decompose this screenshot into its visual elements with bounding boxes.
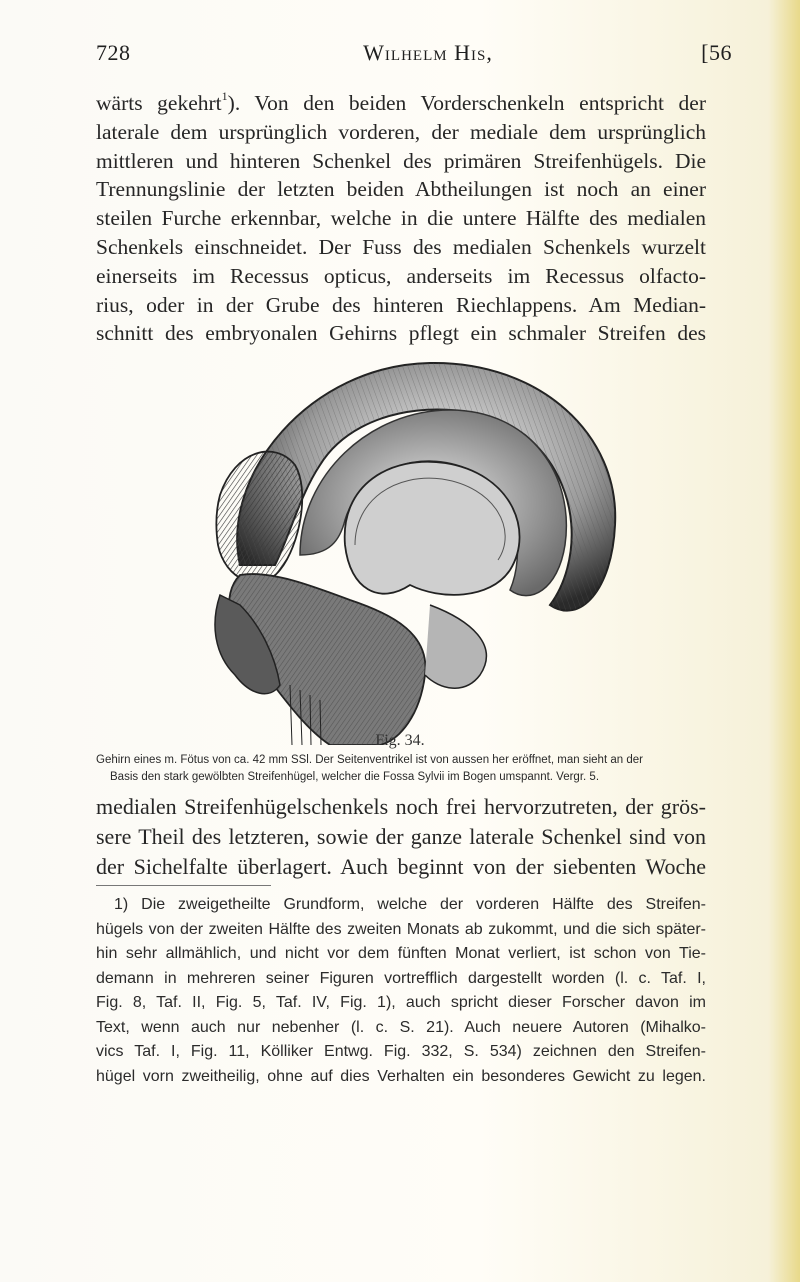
footnote	[96, 893, 706, 1089]
footnote-marker: 1	[221, 89, 228, 103]
brain-engraving-figure	[180, 355, 640, 745]
figure-caption	[96, 752, 706, 786]
page-number: 728	[96, 40, 131, 65]
text-line: mittleren und hinteren Schenkel des primären Streifenhügels. Die	[96, 148, 706, 173]
text-line: Trennungslinie der letzten beiden Abtheilungen ist noch an einer	[96, 177, 706, 202]
text-line: der Sichelfalte überlagert. Auch beginnt von der siebenten Woche	[96, 854, 706, 879]
text-line: einerseits im Recessus opticus, anderseits im Recessus olfacto-	[96, 263, 706, 288]
text-line: steilen Furche erkennbar, welche in die untere Hälfte des medialen	[96, 206, 706, 231]
footnote-line: hügels von der zweiten Hälfte des zweiten Monats ab zukommt, und die sich später-	[96, 920, 706, 938]
text-line: laterale dem ursprünglich vorderen, der mediale dem ursprünglich	[96, 119, 706, 144]
text-line: Schenkels einschneidet. Der Fuss des medialen Schenkels wurzelt	[96, 234, 706, 259]
caption-line: Gehirn eines m. Fötus von ca. 42 mm SSl. Der Seitenventrikel ist von aussen her eröffnet, man sieht an der	[96, 754, 643, 766]
footnote-line: vics Taf. I, Fig. 11, Kölliker Entwg. Fig. 332, S. 534) zeichnen den Streifen-	[96, 1043, 706, 1060]
footnote-line: demann in mehreren seiner Figuren vortrefflich dargestellt worden (l. c. Taf. I,	[96, 969, 706, 987]
paragraph-bottom	[96, 792, 706, 882]
footnote-line: Fig. 8, Taf. II, Fig. 5, Taf. IV, Fig. 1), auch spricht dieser Forscher davon im	[96, 994, 706, 1011]
text-fragment: ). Von den beiden Vorderschenkeln entspricht der	[227, 91, 706, 115]
text-fragment: wärts gekehrt	[96, 91, 222, 115]
footnote-separator	[96, 885, 271, 886]
footnote-line: hin sehr allmählich, und nicht vor dem fünften Monat verliert, ist schon von Tie-	[96, 945, 706, 962]
paragraph-top	[96, 82, 706, 348]
running-header	[96, 40, 760, 76]
caption-line: Basis den stark gewölbten Streifenhügel, welcher die Fossa Sylvii im Bogen umspannt. Vergr. 5.	[110, 771, 600, 783]
frontal-lobe	[216, 452, 302, 583]
running-head-author: Wilhelm His,	[363, 40, 493, 65]
text-line: schnitt des embryonalen Gehirns pflegt ein schmaler Streifen des	[96, 321, 706, 346]
footnote-line: hügel vorn zweitheilig, ohne auf dies Verhalten ein besonderes Gewicht zu legen.	[96, 1067, 706, 1085]
text-line: sere Theil des letzteren, sowie der ganze laterale Schenkel sind von	[96, 824, 706, 849]
section-marker: [56	[701, 40, 732, 65]
footnote-line: 1) Die zweigetheilte Grundform, welche der vorderen Hälfte des Streifen-	[114, 896, 706, 913]
figure-label: Fig. 34.	[375, 732, 425, 749]
text-line: rius, oder in der Grube des hinteren Riechlappens. Am Median-	[96, 292, 706, 317]
footnote-line: Text, wenn auch nur nebenher (l. c. S. 21). Auch neuere Autoren (Mihalko-	[96, 1018, 706, 1036]
text-line: medialen Streifenhügelschenkels noch frei hervorzutreten, der grös-	[96, 794, 706, 819]
text-line	[96, 82, 706, 118]
